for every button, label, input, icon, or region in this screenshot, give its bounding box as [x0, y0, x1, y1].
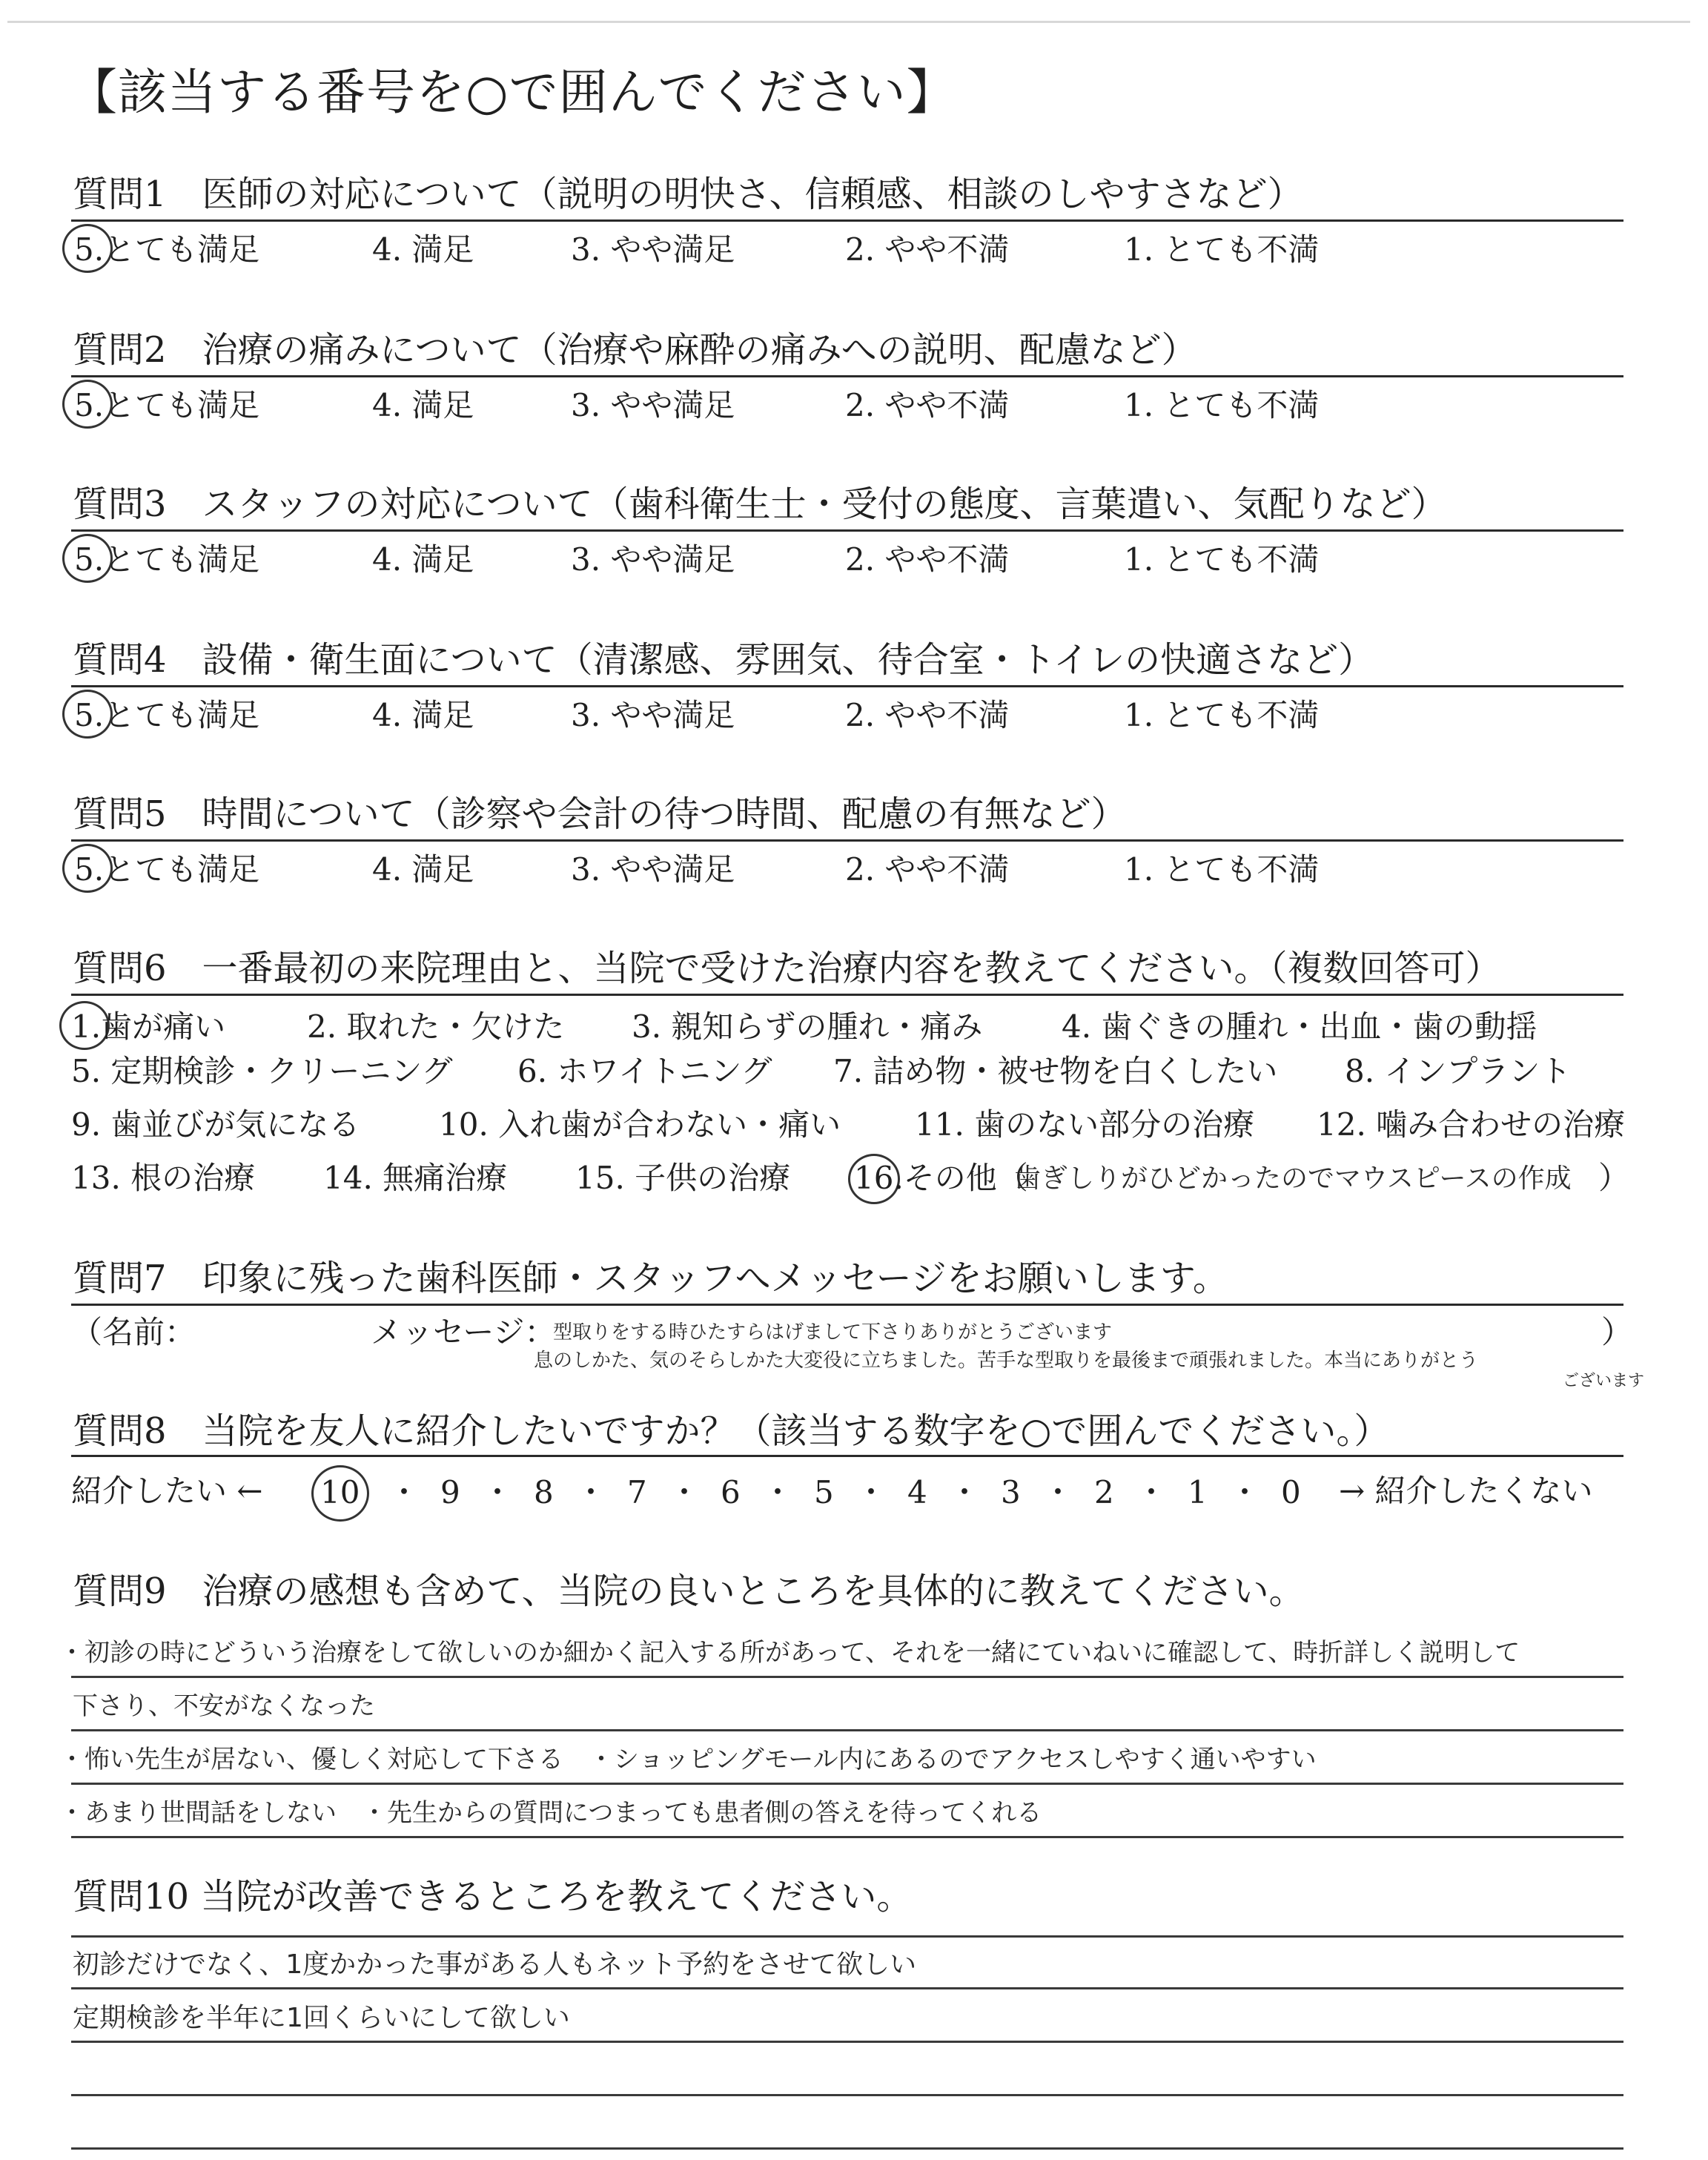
- q8-sep: ・: [1042, 1474, 1074, 1510]
- q10-line-3: [71, 2094, 1623, 2096]
- q8-scale-1[interactable]: 1: [1188, 1474, 1208, 1510]
- q3-option-2[interactable]: 2. やや不満: [845, 541, 1010, 578]
- q6-other-text: 歯ぎしりがひどかったのでマウスピースの作成: [1014, 1163, 1572, 1194]
- q6-option-12[interactable]: 12. 噛み合わせの治療: [1317, 1106, 1626, 1143]
- q8-scale-9[interactable]: 9: [440, 1474, 460, 1510]
- q2-rule: [71, 375, 1623, 377]
- q6-option-7[interactable]: 7. 詰め物・被せ物を白くしたい: [833, 1053, 1278, 1089]
- q8-sep: ・: [482, 1474, 514, 1510]
- q9-line-2: [71, 1729, 1623, 1731]
- q10-line-0: [71, 1935, 1623, 1938]
- q9-answer-4: ・あまり世間話をしない ・先生からの質問につまっても患者側の答えを待ってくれる: [59, 1798, 1042, 1828]
- q8-sep: ・: [762, 1474, 794, 1510]
- q9-line-1: [71, 1676, 1623, 1678]
- q5-option-5[interactable]: 5.とても満足: [74, 851, 260, 888]
- top-divider: [7, 21, 1690, 23]
- q1-title: 質問1 医師の対応について（説明の明快さ、信頼感、相談のしやすさなど）: [73, 174, 1303, 215]
- q2-option-3[interactable]: 3. やや満足: [571, 387, 735, 423]
- q7-rule: [71, 1304, 1623, 1306]
- q10-answer-1: 初診だけでなく、1度かかった事がある人もネット予約をさせて欲しい: [73, 1949, 917, 1980]
- q8-scale-5[interactable]: 5: [814, 1474, 834, 1510]
- q6-option-6[interactable]: 6. ホワイトニング: [517, 1053, 772, 1089]
- q9-line-3: [71, 1783, 1623, 1785]
- q3-option-5[interactable]: 5.とても満足: [74, 541, 260, 578]
- q9-line-4: [71, 1836, 1623, 1838]
- q6-other-close: ）: [1598, 1160, 1630, 1196]
- q8-sep: ・: [949, 1474, 981, 1510]
- q4-rule: [71, 685, 1623, 687]
- q6-option-11[interactable]: 11. 歯のない部分の治療: [915, 1106, 1255, 1143]
- q2-option-4[interactable]: 4. 満足: [372, 387, 474, 423]
- q1-option-1[interactable]: 1. とても不満: [1124, 231, 1320, 268]
- q5-option-4[interactable]: 4. 満足: [372, 851, 474, 888]
- q1-rule: [71, 219, 1623, 222]
- q4-option-4[interactable]: 4. 満足: [372, 697, 474, 733]
- q1-option-4[interactable]: 4. 満足: [372, 231, 474, 268]
- q6-option-4[interactable]: 4. 歯ぐきの腫れ・出血・歯の動揺: [1062, 1008, 1537, 1045]
- q10-title: 質問10 当院が改善できるところを教えてください。: [73, 1876, 913, 1918]
- q8-sep: ・: [388, 1474, 420, 1510]
- q8-left-label: 紹介したい ←: [71, 1473, 263, 1509]
- q7-message-line3: ございます: [1563, 1372, 1645, 1390]
- q9-title: 質問9 治療の感想も含めて、当院の良いところを具体的に教えてください。: [73, 1571, 1305, 1612]
- q6-title: 質問6 一番最初の来院理由と、当院で受けた治療内容を教えてください。（複数回答可）: [73, 948, 1501, 989]
- q6-option-1[interactable]: 1.歯が痛い: [71, 1008, 226, 1045]
- q5-option-2[interactable]: 2. やや不満: [845, 851, 1010, 888]
- q8-sep: ・: [855, 1474, 887, 1510]
- q8-sep: ・: [669, 1474, 701, 1510]
- q8-scale-6[interactable]: 6: [721, 1474, 741, 1510]
- q8-rule: [71, 1455, 1623, 1457]
- q9-answer-2: 下さり、不安がなくなった: [73, 1691, 375, 1721]
- q6-option-2[interactable]: 2. 取れた・欠けた: [307, 1008, 565, 1045]
- q8-scale-0[interactable]: 0: [1281, 1474, 1301, 1510]
- q10-line-1: [71, 1987, 1623, 1989]
- q6-option-8[interactable]: 8. インプラント: [1345, 1053, 1572, 1089]
- q3-option-3[interactable]: 3. やや満足: [571, 541, 735, 578]
- q6-option-15[interactable]: 15. 子供の治療: [575, 1160, 791, 1196]
- q3-option-4[interactable]: 4. 満足: [372, 541, 474, 578]
- q8-sep: ・: [575, 1474, 607, 1510]
- q8-scale-4[interactable]: 4: [907, 1474, 927, 1510]
- q8-scale-2[interactable]: 2: [1094, 1474, 1114, 1510]
- q6-option-16[interactable]: 16.その他（: [854, 1160, 1028, 1196]
- q3-title: 質問3 スタッフの対応について（歯科衛生士・受付の態度、言葉遣い、気配りなど）: [73, 483, 1447, 525]
- q6-option-5[interactable]: 5. 定期検診・クリーニング: [71, 1053, 453, 1089]
- q7-name-label: （名前：: [71, 1314, 196, 1350]
- q1-option-3[interactable]: 3. やや満足: [571, 231, 735, 268]
- q2-title: 質問2 治療の痛みについて（治療や麻酔の痛みへの説明、配慮など）: [73, 329, 1197, 371]
- q6-option-10[interactable]: 10. 入れ歯が合わない・痛い: [439, 1106, 841, 1143]
- q8-scale-10[interactable]: 10: [320, 1474, 360, 1510]
- q7-message-line1: 型取りをする時ひたすらはげまして下さりありがとうございます: [553, 1321, 1113, 1344]
- q5-option-3[interactable]: 3. やや満足: [571, 851, 735, 888]
- q7-message-line2: 息のしかた、気のそらしかた大変役に立ちました。苦手な型取りを最後まで頑張れました。本当にありがとう: [534, 1350, 1479, 1372]
- q1-option-5[interactable]: 5.とても満足: [74, 231, 260, 268]
- q6-option-9[interactable]: 9. 歯並びが気になる: [71, 1106, 360, 1143]
- q8-sep: ・: [1229, 1474, 1261, 1510]
- q3-rule: [71, 529, 1623, 532]
- q9-answer-1: ・初診の時にどういう治療をして欲しいのか細かく記入する所があって、それを一緒にていねいに確認して、時折詳しく説明して: [59, 1638, 1520, 1668]
- q10-line-2: [71, 2041, 1623, 2043]
- q6-option-13[interactable]: 13. 根の治療: [71, 1160, 256, 1196]
- q4-option-3[interactable]: 3. やや満足: [571, 697, 735, 733]
- q2-option-2[interactable]: 2. やや不満: [845, 387, 1010, 423]
- q5-title: 質問5 時間について（診察や会計の待つ時間、配慮の有無など）: [73, 793, 1127, 835]
- q2-option-1[interactable]: 1. とても不満: [1124, 387, 1320, 423]
- q8-scale-7[interactable]: 7: [627, 1474, 647, 1510]
- q8-scale-3[interactable]: 3: [1001, 1474, 1021, 1510]
- q9-answer-3: ・怖い先生が居ない、優しく対応して下さる ・ショッピングモール内にあるのでアクセスしやすく通いやすい: [59, 1745, 1317, 1774]
- q7-close-paren: ）: [1601, 1314, 1633, 1350]
- q4-option-1[interactable]: 1. とても不満: [1124, 697, 1320, 733]
- q8-title: 質問8 当院を友人に紹介したいですか？（該当する数字を○で囲んでください。）: [73, 1410, 1390, 1452]
- q6-option-14[interactable]: 14. 無痛治療: [323, 1160, 508, 1196]
- q4-option-2[interactable]: 2. やや不満: [845, 697, 1010, 733]
- q1-option-2[interactable]: 2. やや不満: [845, 231, 1010, 268]
- q7-title: 質問7 印象に残った歯科医師・スタッフへメッセージをお願いします。: [73, 1258, 1228, 1299]
- q5-option-1[interactable]: 1. とても不満: [1124, 851, 1320, 888]
- q8-scale-8[interactable]: 8: [534, 1474, 554, 1510]
- q8-right-label: → 紹介したくない: [1339, 1473, 1593, 1509]
- q4-option-5[interactable]: 5.とても満足: [74, 697, 260, 733]
- q3-option-1[interactable]: 1. とても不満: [1124, 541, 1320, 578]
- q4-title: 質問4 設備・衛生面について（清潔感、雰囲気、待合室・トイレの快適さなど）: [73, 639, 1374, 681]
- q10-answer-2: 定期検診を半年に1回くらいにして欲しい: [73, 2003, 570, 2033]
- q5-rule: [71, 839, 1623, 842]
- q2-option-5[interactable]: 5.とても満足: [74, 387, 260, 423]
- q8-sep: ・: [1136, 1474, 1168, 1510]
- q7-message-label: メッセージ：: [371, 1314, 556, 1350]
- page-title: 【該当する番号を○で囲んでください】: [68, 64, 956, 121]
- q6-option-3[interactable]: 3. 親知らずの腫れ・痛み: [632, 1008, 983, 1045]
- q6-rule: [71, 994, 1623, 996]
- q10-line-4: [71, 2147, 1623, 2150]
